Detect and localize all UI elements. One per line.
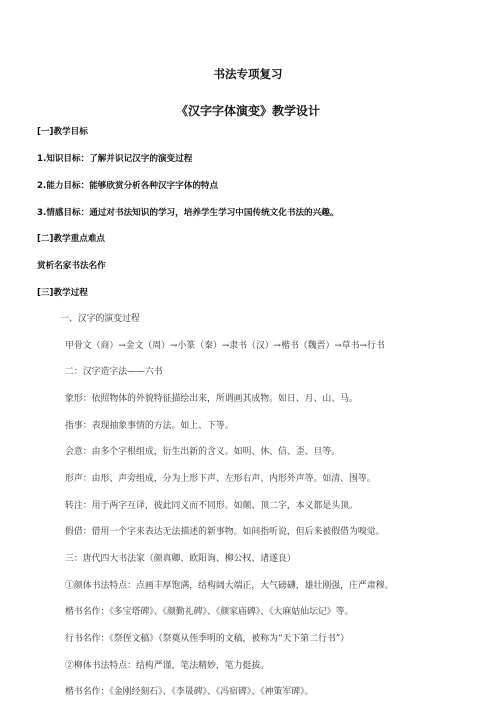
yan-regular-works: 楷书名作：《多宝塔碑》、《颜勤礼碑》、《颜家庙碑》、《大麻姑仙坛记》等。 (65, 607, 354, 617)
section-heading-process: [三]教学过程 (37, 288, 88, 298)
section-heading-keypoints: [二]教学重点难点 (37, 234, 106, 244)
principle-pictograph: 象形：依照物体的外貌特征描绘出来，所谓画其成物。如日、月、山、马。 (65, 394, 358, 404)
section-heading-objectives: [一]教学目标 (37, 127, 88, 137)
subheading-evolution: 一、汉字的演变过程 (60, 314, 140, 324)
keypoint-text: 赏析名家书法名作 (37, 261, 106, 271)
liu-style-features: ②柳体书法特点：结构严谨，笔法精妙，笔力挺拔。 (65, 661, 270, 671)
principle-loan: 假借：借用一个字来表达无法描述的新事物。如间指听说，但后来被假借为嗅觉。 (65, 527, 385, 537)
doc-subtitle: 《汉字字体演变》教学设计 (175, 104, 320, 118)
objective-ability: 2.能力目标：能够欣赏分析各种汉字字体的特点 (37, 181, 219, 191)
principle-ideograph: 会意：由多个字根组成，衍生出新的含义。如明、休、信、歪、旦等。 (65, 447, 341, 457)
doc-title: 书法专项复习 (213, 67, 283, 81)
objective-emotion: 3.情感目标：通过对书法知识的学习，培养学生学习中国传统文化书法的兴趣。 (37, 208, 339, 218)
principle-phonosemantic: 形声：由形、声旁组成，分为上形下声、左形右声、内形外声等。如清、围等。 (65, 474, 376, 484)
subheading-six-principles: 二：汉字造字法——六书 (65, 367, 163, 377)
subheading-calligraphers: 三：唐代四大书法家（颜真卿、欧阳询、柳公权、诸遂良） (65, 554, 296, 564)
objective-knowledge: 1.知识目标：了解并识记汉字的演变过程 (37, 154, 193, 164)
liu-regular-works: 楷书名作：《金刚经刻石》、《李晟碑》、《冯宿碑》、《神策军碑》。 (65, 687, 314, 697)
evolution-sequence: 甲骨文（商）→金文（周）→小篆（秦）→隶书（汉）→楷书（魏晋）→草书→行书 (65, 341, 385, 351)
yan-style-features: ①颜体书法特点：点画丰厚饱满，结构阔大端正，大气磅礴，雄壮刚强，庄严肃穆。 (65, 581, 394, 591)
principle-indicative: 指事：表现抽象事情的方法。如上、下等。 (65, 421, 234, 431)
principle-derivative: 转注：用于两字互译，彼此同义而不同形。如颠、顶二字，本义都是头顶。 (65, 501, 358, 511)
yan-running-works: 行书名作：《祭侄文稿》（祭奠从侄季明的文稿，被称为“天下第二行书”） (65, 634, 350, 644)
